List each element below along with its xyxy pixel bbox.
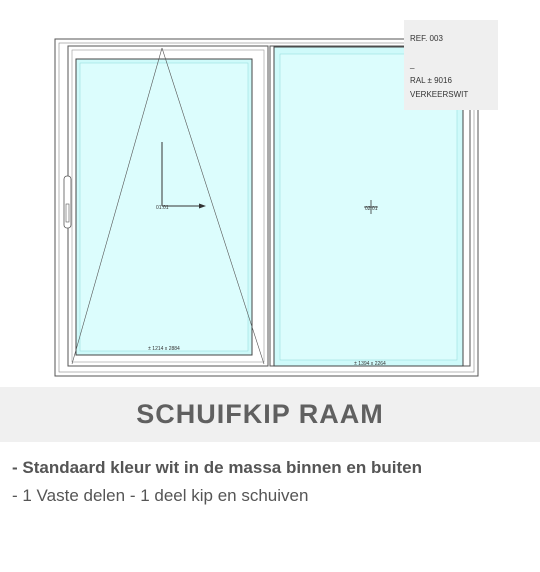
product-title: SCHUIFKIP RAAM [136,399,384,429]
ral-label: RAL ± 9016 [410,76,452,85]
reference-box [404,20,498,110]
right-pane-dimension: ± 1394 x 2264 [354,361,386,367]
color-name: VERKEERSWIT [410,90,469,99]
spec-line-parts: - 1 Vaste delen - 1 deel kip en schuiven [12,486,309,505]
left-sash-marker-label: 01.01 [156,205,169,211]
left-sash-dimension: ± 1214 x 2884 [148,346,180,352]
spec-line-color: - Standaard kleur wit in de massa binnen en buiten [12,458,422,477]
right-pane-marker-label: 02.01 [365,206,378,212]
ref-label: REF. 003 [410,34,443,43]
ref-dash: _ [410,60,415,69]
title-band [0,387,540,442]
sash-handle-grip [66,204,69,222]
